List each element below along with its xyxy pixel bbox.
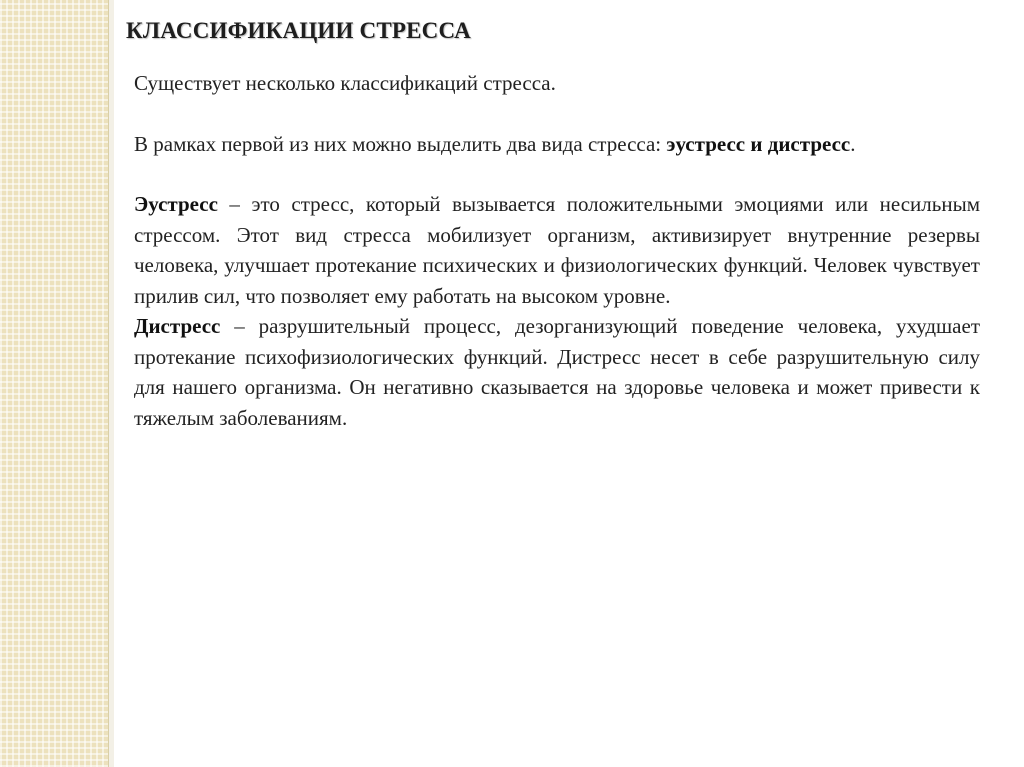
spacer [134, 159, 980, 189]
decorative-side-band [0, 0, 108, 767]
slide-content [134, 68, 980, 433]
eustress-term: Эустресс [134, 192, 218, 216]
distress-paragraph [134, 311, 980, 433]
eustress-paragraph [134, 189, 980, 311]
distress-definition: – разрушительный процесс, дезорганизующий поведение человека, ухудшает протекание психофизиологических функций. Дистресс несет в себе разрушительную силу для нашего организма. Он негативно сказывается на здоровье человека и может привести к тяжелым заболеваниям. [134, 314, 980, 430]
distress-term-inline: и дистресс [745, 131, 851, 156]
first-classification-end: . [850, 131, 856, 156]
eustress-definition: – это стресс, который вызывается положительными эмоциями или несильным стрессом. Этот вид стресса мобилизует организм, активизирует внутренние резервы человека, улучшает протекание психических и физиологических функций. Человек чувствует прилив сил, что позволяет ему работать на высоком уровне. [134, 192, 980, 308]
band-divider [108, 0, 114, 767]
first-classification-text: В рамках первой из них можно выделить два вида стресса: [134, 131, 667, 156]
first-classification-paragraph [134, 129, 980, 160]
distress-term: Дистресс [134, 314, 221, 338]
eustress-term-inline: эустресс [666, 131, 746, 156]
spacer [134, 99, 980, 129]
intro-paragraph: Существует несколько классификаций стресса. [134, 71, 556, 95]
slide-title: КЛАССИФИКАЦИИ СТРЕССА [126, 18, 471, 43]
